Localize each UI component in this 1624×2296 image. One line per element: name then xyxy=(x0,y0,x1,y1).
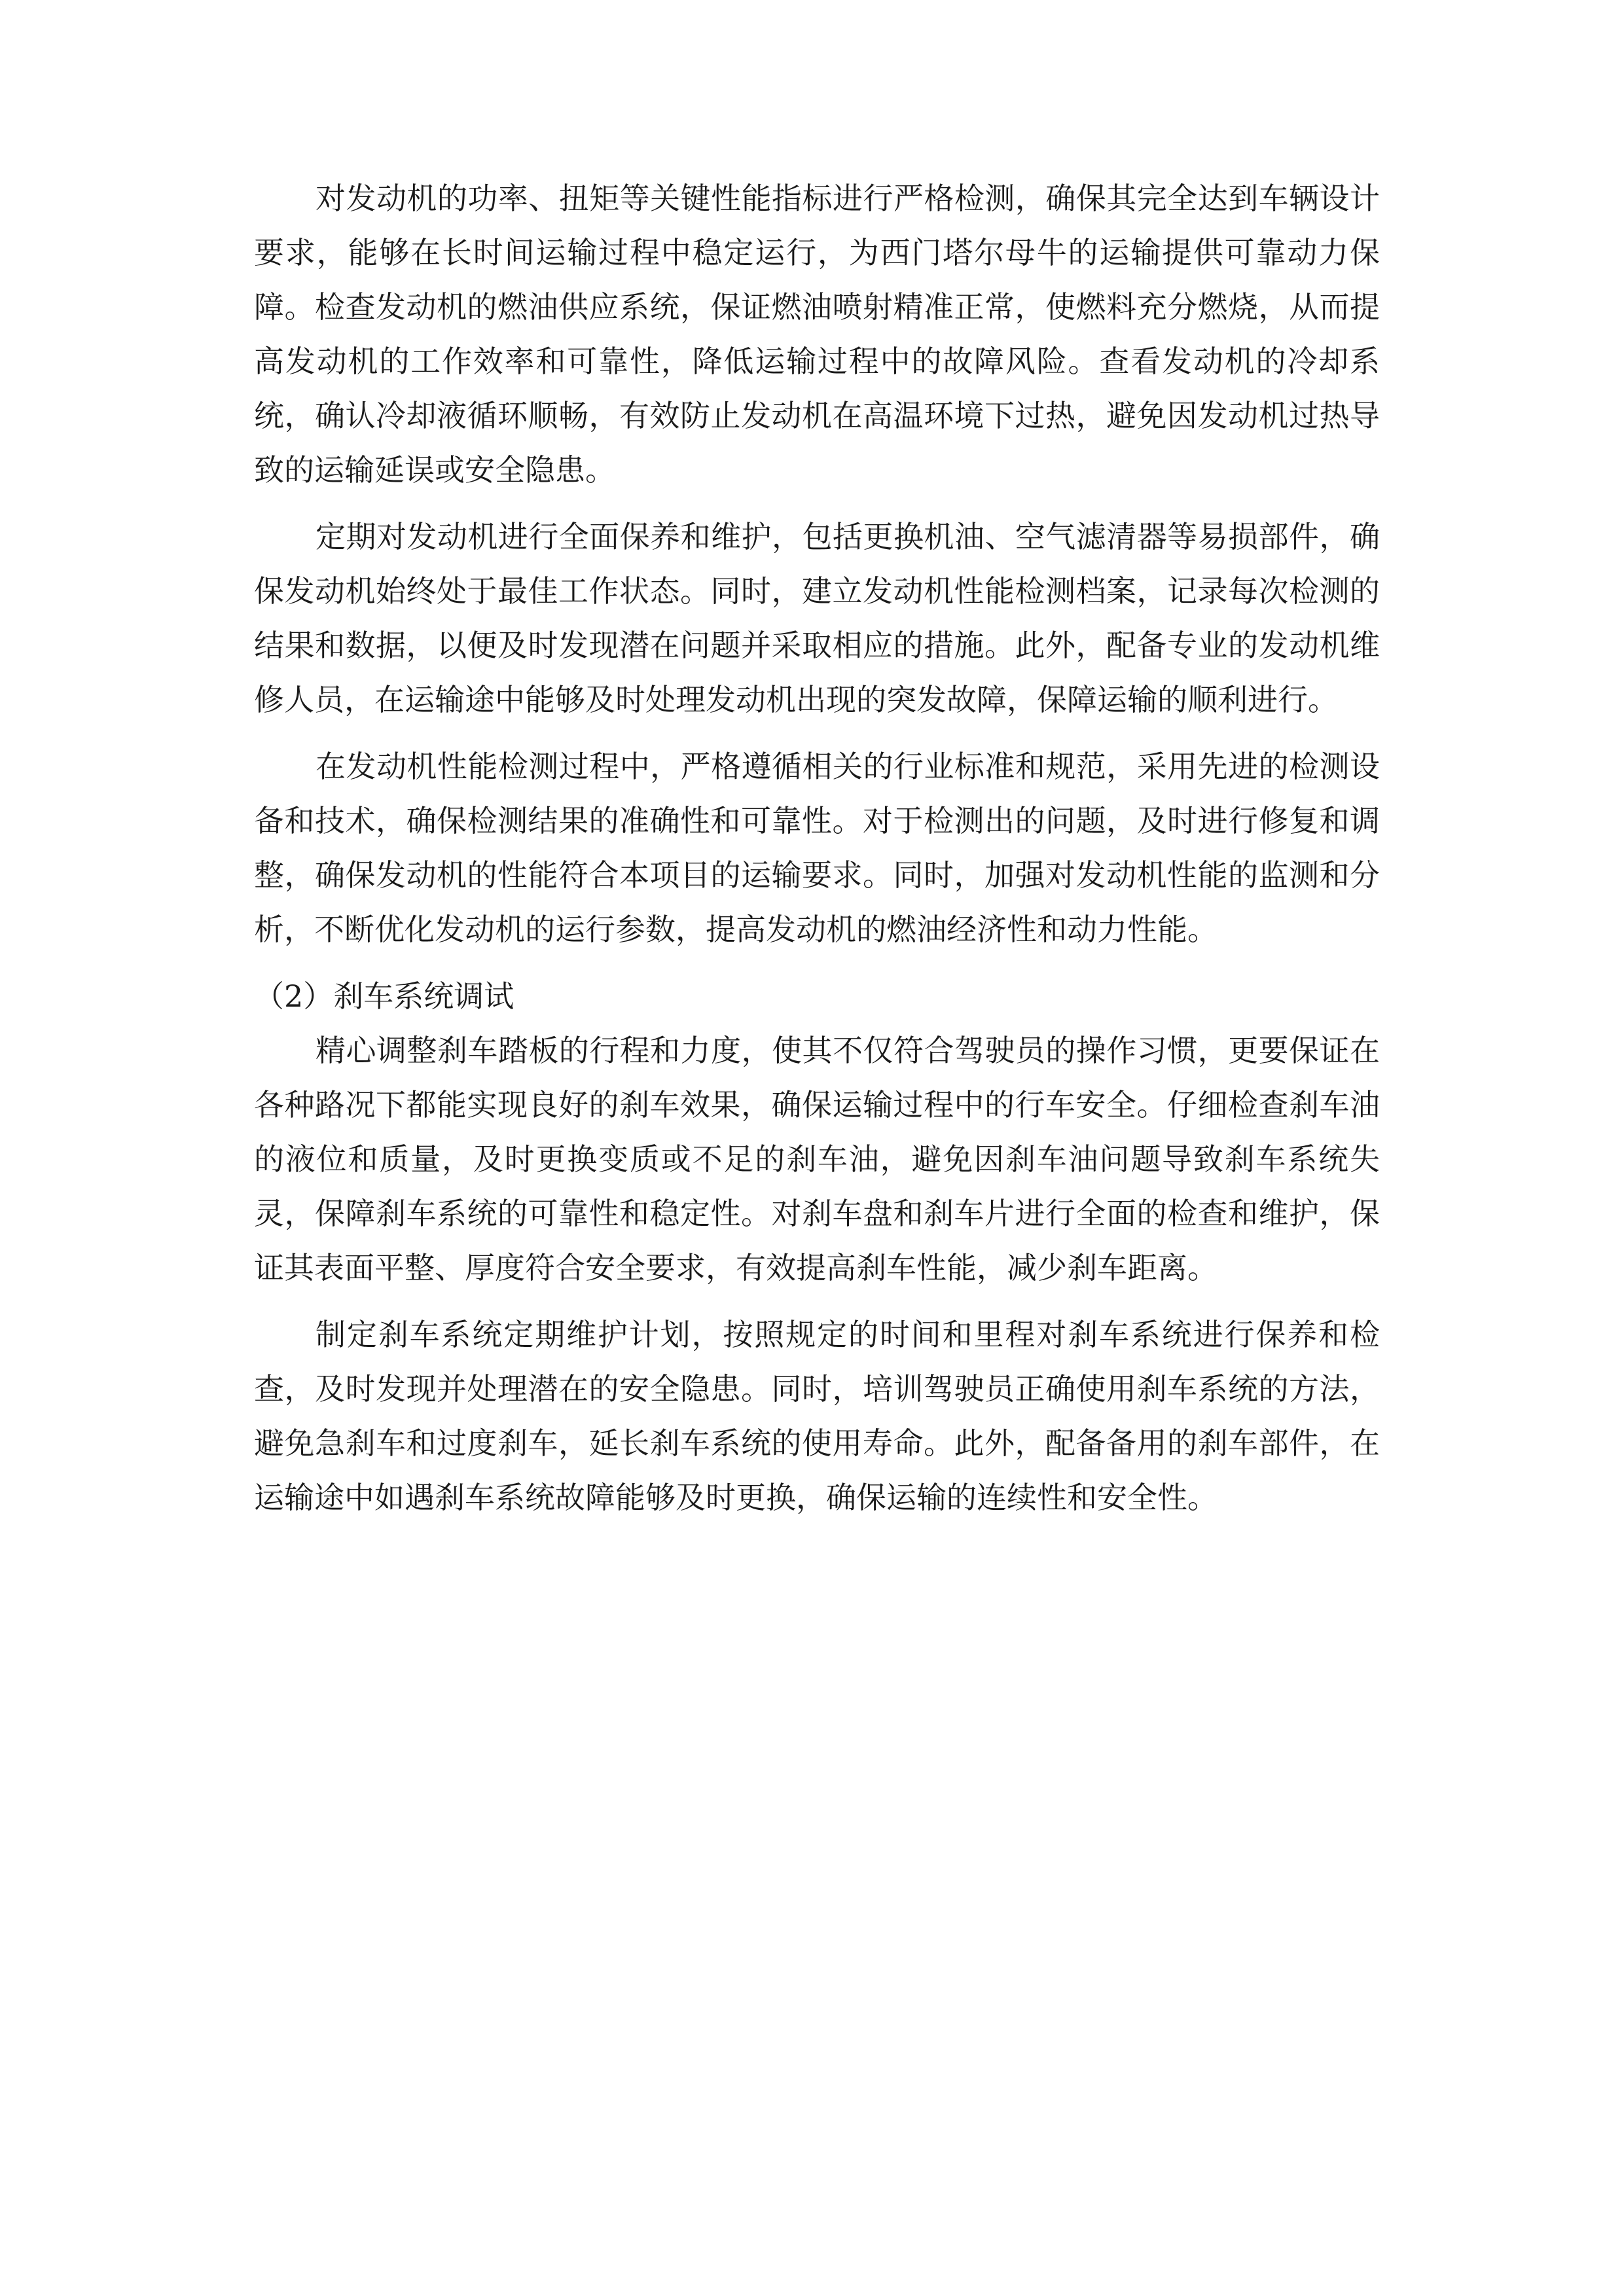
document-body xyxy=(254,171,1380,1537)
paragraph-engine-inspection: 对发动机的功率、扭矩等关键性能指标进行严格检测，确保其完全达到车辆设计要求，能够在长时间运输过程中稳定运行，为西门塔尔母牛的运输提供可靠动力保障。检查发动机的燃油供应系统，保证燃油喷射精准正常，使燃料充分燃烧，从而提高发动机的工作效率和可靠性，降低运输过程中的故障风险。查看发动机的冷却系统，确认冷却液循环顺畅，有效防止发动机在高温环境下过热，避免因发动机过热导致的运输延误或安全隐患。 xyxy=(254,181,1380,488)
paragraph-brake-maintenance-plan: 制定刹车系统定期维护计划，按照规定的时间和里程对刹车系统进行保养和检查，及时发现并处理潜在的安全隐患。同时，培训驾驶员正确使用刹车系统的方法，避免急刹车和过度刹车，延长刹车系统的使用寿命。此外，配备备用的刹车部件，在运输途中如遇刹车系统故障能够及时更换，确保运输的连续性和安全性。 xyxy=(254,1317,1380,1515)
paragraph-brake-adjustment: 精心调整刹车踏板的行程和力度，使其不仅符合驾驶员的操作习惯，更要保证在各种路况下都能实现良好的刹车效果，确保运输过程中的行车安全。仔细检查刹车油的液位和质量，及时更换变质或不足的刹车油，避免因刹车油问题导致刹车系统失灵，保障刹车系统的可靠性和稳定性。对刹车盘和刹车片进行全面的检查和维护，保证其表面平整、厚度符合安全要求，有效提高刹车性能，减少刹车距离。 xyxy=(254,1033,1380,1285)
paragraph-engine-standards: 在发动机性能检测过程中，严格遵循相关的行业标准和规范，采用先进的检测设备和技术，确保检测结果的准确性和可靠性。对于检测出的问题，及时进行修复和调整，确保发动机的性能符合本项目的运输要求。同时，加强对发动机性能的监测和分析，不断优化发动机的运行参数，提高发动机的燃油经济性和动力性能。 xyxy=(254,749,1380,947)
section-heading-brake-system: （2）刹车系统调试 xyxy=(254,978,514,1014)
paragraph-engine-maintenance: 定期对发动机进行全面保养和维护，包括更换机油、空气滤清器等易损部件，确保发动机始终处于最佳工作状态。同时，建立发动机性能检测档案，记录每次检测的结果和数据，以便及时发现潜在问题并采取相应的措施。此外，配备专业的发动机维修人员，在运输途中能够及时处理发动机出现的突发故障，保障运输的顺利进行。 xyxy=(254,519,1380,717)
